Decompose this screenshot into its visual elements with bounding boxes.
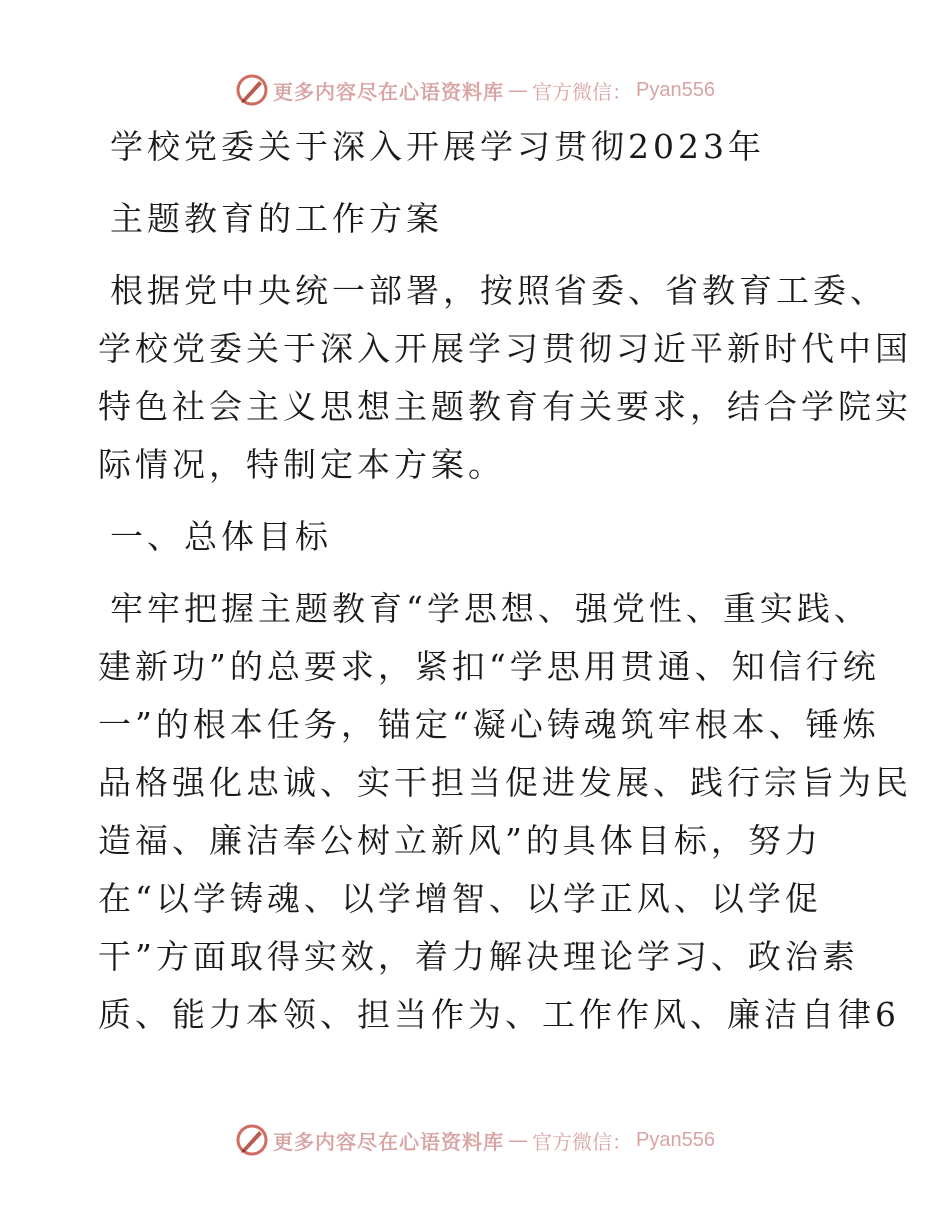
watermark-label: 官方微信： [532, 79, 633, 104]
intro-line: 学校党委关于深入开展学习贯彻习近平新时代中国 [98, 329, 912, 368]
watermark-separator: — [508, 1128, 529, 1152]
footer-watermark [0, 1120, 950, 1160]
watermark-brand-text: 更多内容尽在心语资料库 [273, 79, 505, 104]
quill-pen-logo-icon [235, 1123, 269, 1157]
intro-line: 特色社会主义思想主题教育有关要求，结合学院实 [98, 387, 912, 426]
intro-line: 根据党中央统一部署，按照省委、省教育工委、 [110, 271, 887, 310]
section-line: 质、能力本领、担当作为、工作作风、廉洁自律6 [98, 995, 900, 1034]
section-line: 干”方面取得实效，着力解决理论学习、政治素 [98, 937, 859, 976]
section-line: 在“以学铸魂、以学增智、以学正风、以学促 [98, 879, 822, 918]
quill-pen-logo-icon [235, 73, 269, 107]
document-title-line-2: 主题教育的工作方案 [110, 199, 443, 238]
section-line: 品格强化忠诚、实干担当促进发展、践行宗旨为民 [98, 763, 912, 802]
section-line: 建新功”的总要求，紧扣“学思用贯通、知信行统 [98, 647, 880, 686]
section-line: 造福、廉洁奉公树立新风”的具体目标，努力 [98, 821, 822, 860]
watermark-separator: — [508, 78, 529, 102]
header-watermark [0, 70, 950, 110]
watermark-brand-text: 更多内容尽在心语资料库 [273, 1129, 505, 1154]
section-line: 一”的根本任务，锚定“凝心铸魂筑牢根本、锤炼 [98, 705, 880, 744]
document-body [98, 118, 912, 1044]
watermark-label: 官方微信： [532, 1129, 633, 1154]
watermark-wechat-id: Pyan556 [636, 78, 715, 101]
watermark-wechat-id: Pyan556 [636, 1128, 715, 1151]
document-title-line-1: 学校党委关于深入开展学习贯彻2023年 [110, 127, 765, 166]
intro-line: 际情况，特制定本方案。 [98, 445, 505, 484]
section-heading: 一、总体目标 [110, 517, 332, 556]
section-line: 牢牢把握主题教育“学思想、强党性、重实践、 [110, 589, 871, 628]
